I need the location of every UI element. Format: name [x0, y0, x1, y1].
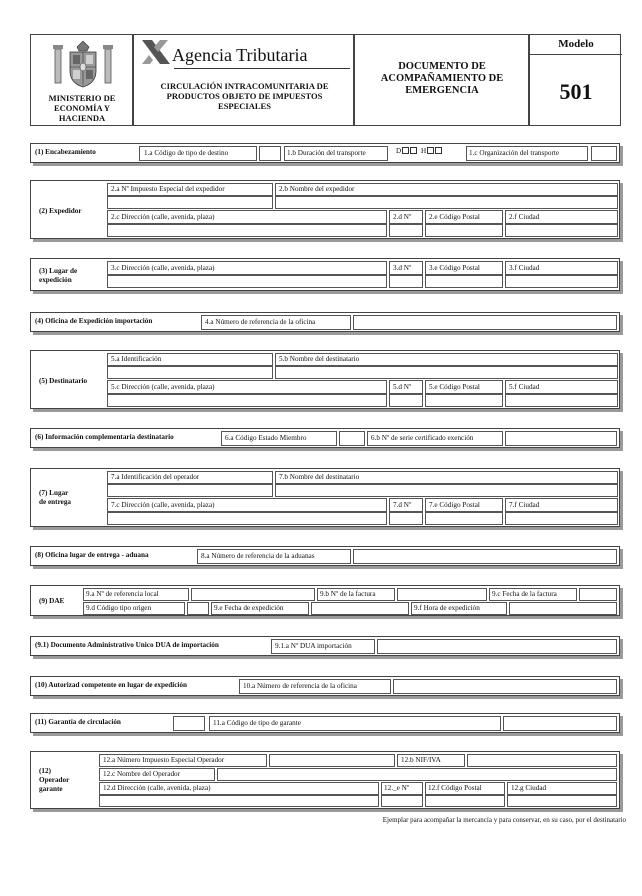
header-agency-box — [133, 34, 354, 126]
input-11-left[interactable] — [173, 716, 205, 731]
label-1c: 1.c Organización del transporte — [469, 149, 560, 157]
input-2b[interactable] — [275, 196, 618, 209]
label-hours: H — [421, 147, 427, 155]
input-7e[interactable] — [425, 512, 503, 525]
duration-days-boxes[interactable] — [396, 147, 442, 156]
label-9-1a: 9.1.a Nº DUA importación — [275, 642, 352, 650]
label-5a: 5.a Identificación — [111, 355, 162, 363]
header-ministry-box — [30, 34, 133, 126]
label-7e: 7.e Código Postal — [429, 501, 480, 509]
field-12e[interactable] — [381, 782, 423, 795]
field-2c[interactable] — [107, 210, 387, 224]
field-1c[interactable] — [466, 146, 588, 161]
input-12a[interactable] — [269, 754, 395, 767]
field-12a[interactable] — [99, 754, 267, 767]
label-1b: 1.b Duración del transporte — [287, 149, 366, 157]
label-6a: 6.a Código Estado Miembro — [225, 434, 307, 442]
label-2f: 2.f Ciudad — [509, 213, 540, 221]
label-7f: 7.f Ciudad — [509, 501, 540, 509]
label-12b: 12.b NIF/IVA — [401, 756, 441, 764]
input-1c[interactable] — [591, 146, 617, 161]
agency-logo-icon — [140, 38, 172, 66]
field-9b[interactable] — [317, 588, 395, 601]
field-2e[interactable] — [425, 210, 503, 224]
label-10a: 10.a Número de referencia de la oficina — [243, 682, 357, 690]
field-12f[interactable] — [425, 782, 505, 795]
section-7-lugar-entrega — [30, 468, 620, 527]
field-5b[interactable] — [275, 353, 618, 366]
input-9e[interactable] — [311, 602, 409, 615]
field-3e[interactable] — [425, 261, 503, 275]
coat-of-arms-logo — [53, 39, 113, 91]
label-9e: 9.e Fecha de expedición — [214, 604, 284, 612]
input-2c[interactable] — [107, 224, 387, 237]
section-7-title-line1: (7) Lugar — [39, 489, 69, 497]
footer-note: Ejemplar para acompañar la mercancía y para conservar, en su caso, por el destinatario — [382, 816, 626, 824]
field-7f[interactable] — [505, 498, 618, 512]
field-5e[interactable] — [425, 380, 503, 394]
input-10a[interactable] — [393, 679, 617, 694]
form-subtitle: CIRCULACIÓN INTRACOMUNITARIA DE PRODUCTOS OBJETO DE IMPUESTOS ESPECIALES — [160, 81, 329, 111]
header-modelo-box — [529, 34, 621, 126]
section-11-title: (11) Garantía de circulación — [35, 718, 121, 726]
label-9f: 9.f Hora de expedición — [414, 604, 480, 612]
field-9e[interactable] — [211, 602, 309, 615]
field-12c[interactable] — [99, 768, 215, 781]
field-12b[interactable] — [397, 754, 465, 767]
field-5a[interactable] — [107, 353, 273, 366]
input-5a[interactable] — [107, 366, 273, 379]
input-12f[interactable] — [425, 795, 505, 807]
input-3e[interactable] — [425, 275, 503, 288]
section-12-operador-garante — [30, 751, 620, 809]
input-2e[interactable] — [425, 224, 503, 237]
label-2c: 2.c Dirección (calle, avenida, plaza) — [111, 213, 215, 221]
input-12g[interactable] — [507, 795, 617, 807]
label-8a: 8.a Número de referencia de la aduanas — [201, 552, 315, 560]
label-7a: 7.a Identificación del operador — [111, 473, 200, 481]
agency-name: Agencia Tributaria — [172, 45, 308, 65]
field-10a[interactable] — [239, 679, 391, 694]
field-5c[interactable] — [107, 380, 387, 394]
field-3c[interactable] — [107, 261, 387, 275]
label-5e: 5.e Código Postal — [429, 383, 480, 391]
input-2a[interactable] — [107, 196, 273, 209]
section-10-autoridad — [30, 676, 620, 696]
input-5e[interactable] — [425, 394, 503, 407]
input-9a[interactable] — [191, 588, 315, 601]
field-6b[interactable] — [367, 431, 503, 446]
field-5f[interactable] — [505, 380, 618, 394]
input-7d[interactable] — [389, 512, 423, 525]
label-6b: 6.b Nº de serie certificado exención — [371, 434, 474, 442]
label-12a: 12.a Número Impuesto Especial Operador — [103, 756, 225, 764]
input-3d[interactable] — [389, 275, 423, 288]
section-9-1-title: (9.1) Documento Administrativo Unico DUA de importación — [35, 641, 219, 649]
field-7a[interactable] — [107, 471, 273, 484]
field-2b[interactable] — [275, 183, 618, 196]
section-1-title: (1) Encabezamiento — [35, 148, 96, 156]
input-5d[interactable] — [389, 394, 423, 407]
label-12d: 12.d Dirección (calle, avenida, plaza) — [103, 784, 211, 792]
section-2-title: (2) Expedidor — [39, 207, 82, 215]
section-9-title: (9) DAE — [39, 597, 65, 605]
label-2d: 2.d Nº — [393, 213, 412, 221]
section-9-1-dua — [30, 636, 620, 656]
input-5c[interactable] — [107, 394, 387, 407]
label-days: D — [396, 147, 402, 155]
input-7c[interactable] — [107, 512, 387, 525]
field-9f[interactable] — [411, 602, 507, 615]
field-9a[interactable] — [83, 588, 189, 601]
input-5b[interactable] — [275, 366, 618, 379]
label-7b: 7.b Nombre del destinatario — [279, 473, 360, 481]
input-2f[interactable] — [505, 224, 618, 237]
field-2d[interactable] — [389, 210, 423, 224]
field-2a[interactable] — [107, 183, 273, 196]
section-8-title: (8) Oficina lugar de entrega - aduana — [35, 551, 149, 559]
input-11a[interactable] — [503, 716, 617, 731]
field-7d[interactable] — [389, 498, 423, 512]
section-10-title: (10) Autorizad competente en lugar de expedición — [35, 681, 187, 689]
input-7b[interactable] — [275, 484, 618, 497]
section-3-title-line1: (3) Lugar de — [39, 267, 78, 275]
section-9-dae — [30, 585, 620, 616]
field-5d[interactable] — [389, 380, 423, 394]
input-3f[interactable] — [505, 275, 618, 288]
input-12b[interactable] — [467, 754, 617, 767]
label-9b: 9.b Nº de la factura — [320, 590, 376, 598]
field-9d[interactable] — [83, 602, 185, 615]
label-12e: 12._e Nº — [384, 784, 409, 792]
modelo-label: Modelo — [558, 38, 594, 50]
label-5d: 5.d Nº — [393, 383, 412, 391]
modelo-divider — [530, 54, 622, 55]
label-3d: 3.d Nº — [393, 264, 412, 272]
document-title: DOCUMENTO DE ACOMPAÑAMIENTO DE EMERGENCIA — [380, 61, 504, 96]
section-4-title: (4) Oficina de Expedición importación — [35, 317, 153, 325]
section-5-title: (5) Destinatario — [39, 377, 88, 385]
label-4a: 4.a Número de referencia de la oficina — [205, 318, 316, 326]
label-2a: 2.a Nº Impuesto Especial del expedidor — [111, 185, 225, 193]
section-3-title-line2: expedición — [39, 276, 72, 284]
input-9-1a[interactable] — [377, 639, 617, 654]
field-7c[interactable] — [107, 498, 387, 512]
label-1a: 1.a Código de tipo de destino — [144, 149, 229, 157]
field-8a[interactable] — [197, 549, 351, 564]
label-2e: 2.e Código Postal — [429, 213, 480, 221]
label-9c: 9.c Fecha de la factura — [492, 590, 557, 598]
section-4-oficina-expedicion — [30, 312, 620, 332]
input-9d[interactable] — [187, 602, 209, 615]
label-9a: 9.a Nº de referencia local — [86, 590, 159, 598]
field-12d[interactable] — [99, 782, 379, 795]
section-7-title-line2: de entrega — [39, 498, 72, 506]
input-7f[interactable] — [505, 512, 618, 525]
label-7c: 7.c Dirección (calle, avenida, plaza) — [111, 501, 215, 509]
label-3f: 3.f Ciudad — [509, 264, 540, 272]
label-12g: 12.g Ciudad — [511, 784, 547, 792]
label-12c: 12.c Nombre del Operador — [103, 770, 181, 778]
section-6-title: (6) Información complementaria destinatario — [35, 433, 174, 441]
label-12f: 12.f Código Postal — [428, 784, 482, 792]
section-12-title-line2: Operador — [39, 776, 70, 784]
label-5f: 5.f Ciudad — [509, 383, 540, 391]
agency-underline — [174, 68, 350, 69]
header-doc-box — [354, 34, 529, 126]
field-3d[interactable] — [389, 261, 423, 275]
section-6-info-complementaria — [30, 428, 620, 448]
label-11a: 11.a Código de tipo de garante — [213, 719, 301, 727]
section-11-garantia — [30, 713, 620, 733]
field-1a[interactable] — [139, 146, 257, 161]
input-6b[interactable] — [505, 431, 617, 446]
label-7d: 7.d Nº — [393, 501, 412, 509]
input-9b[interactable] — [397, 588, 487, 601]
input-12d[interactable] — [99, 795, 379, 807]
field-4a[interactable] — [201, 315, 351, 330]
field-12g[interactable] — [507, 782, 617, 795]
field-7e[interactable] — [425, 498, 503, 512]
modelo-number: 501 — [559, 79, 593, 104]
input-5f[interactable] — [505, 394, 618, 407]
input-8a[interactable] — [353, 549, 617, 564]
input-6a[interactable] — [339, 431, 365, 446]
ministry-name: MINISTERIO DE ECONOMÍA Y HACIENDA — [48, 93, 116, 123]
label-3c: 3.c Dirección (calle, avenida, plaza) — [111, 264, 215, 272]
input-1a[interactable] — [259, 146, 281, 161]
section-2-expedidor — [30, 180, 620, 239]
field-9-1a[interactable] — [271, 639, 375, 654]
input-12c[interactable] — [217, 768, 617, 781]
label-5b: 5.b Nombre del destinatario — [279, 355, 360, 363]
input-2d[interactable] — [389, 224, 423, 237]
field-1b[interactable] — [284, 146, 388, 161]
section-12-title-line3: garante — [39, 785, 63, 793]
label-2b: 2.b Nombre del expedidor — [279, 185, 355, 193]
field-3f[interactable] — [505, 261, 618, 275]
label-3e: 3.e Código Postal — [429, 264, 480, 272]
input-3c[interactable] — [107, 275, 387, 288]
section-12-title-line1: (12) — [39, 767, 51, 775]
section-3-lugar-expedicion — [30, 258, 620, 291]
label-9d: 9.d Código tipo origen — [86, 604, 152, 612]
section-5-destinatario — [30, 350, 620, 409]
field-9c[interactable] — [489, 588, 577, 601]
input-12e[interactable] — [381, 795, 423, 807]
input-9f[interactable] — [509, 602, 617, 615]
field-2f[interactable] — [505, 210, 618, 224]
field-7b[interactable] — [275, 471, 618, 484]
field-6a[interactable] — [221, 431, 337, 446]
field-11a[interactable] — [209, 716, 501, 731]
section-8-oficina-entrega — [30, 546, 620, 566]
input-7a[interactable] — [107, 484, 273, 497]
input-4a[interactable] — [353, 315, 617, 330]
input-9c[interactable] — [579, 588, 617, 601]
section-1-encabezamiento — [30, 143, 620, 163]
label-5c: 5.c Dirección (calle, avenida, plaza) — [111, 383, 215, 391]
